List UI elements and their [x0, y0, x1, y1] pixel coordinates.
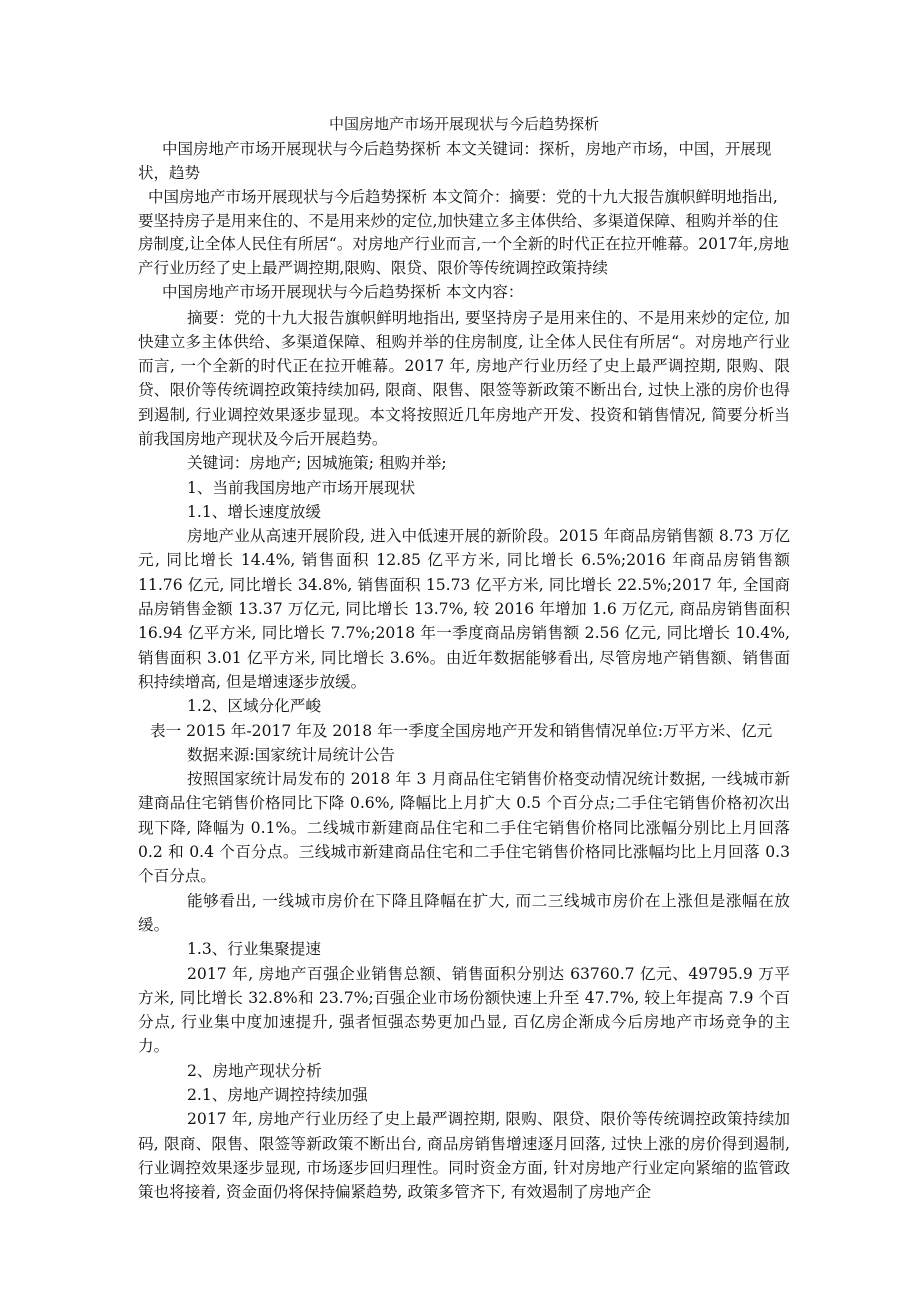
section-1-2-heading: 1.2、区域分化严峻 — [187, 697, 321, 716]
data-source-note: 数据来源:国家统计局统计公告 — [187, 745, 395, 764]
summary-meta: 中国房地产市场开展现状与今后趋势探析 本文简介：摘要：党的十九大报告旗帜鲜明地指出,要坚持房子是用来住的、不是用来炒的定位,加快建立多主体供给、多渠道保障、租购并举的住房制度,让全体人民住有所居“。对房地产行业而言,一个全新的时代正在拉开帷幕。2017年,房地产行业历经了史上最严调控期,限购、限贷、限价等传统调控政策持续 — [138, 188, 790, 277]
section-1-heading: 1、当前我国房地产市场开展现状 — [187, 478, 416, 497]
keywords-line: 关键词：房地产; 因城施策; 租购并举; — [187, 454, 447, 473]
section-2-1-paragraph: 2017 年, 房地产行业历经了史上最严调控期, 限购、限贷、限价等传统调控政策持续加码, 限商、限售、限签等新政策不断出台, 商品房销售增速逐月回落, 过快上涨的房价得到遏制, 行业调控效果逐步显现, 市场逐步回归理性。同时资金方面, 针对房地产行业定向紧缩的监管政策也将接着, 资金面仍将保持偏紧趋势, 政策多管齐下, 有效遏制了房地产企 — [138, 1110, 790, 1202]
abstract-paragraph: 摘要：党的十九大报告旗帜鲜明地指出, 要坚持房子是用来住的、不是用来炒的定位, 加快建立多主体供给、多渠道保障、租购并举的住房制度, 让全体人民住有所居“。对房地产行业而言, 一个全新的时代正在拉开帷幕。2017 年, 房地产行业历经了史上最严调控期, 限购、限贷、限价等传统调控政策持续加码, 限商、限售、限签等新政策不断出台, 过快上涨的房价也得到遏制, 行业调控效果逐步显现。本文将按照近几年房地产开发、投资和销售情况, 简要分析当前我国房地产现状及今后开展趋势。 — [138, 308, 790, 448]
section-2-heading: 2、房地产现状分析 — [187, 1061, 322, 1080]
keywords-meta: 中国房地产市场开展现状与今后趋势探析 本文关键词：探析，房地产市场，中国，开展现状，趋势 — [138, 140, 772, 182]
section-1-2-paragraph-a: 按照国家统计局发布的 2018 年 3 月商品住宅销售价格变动情况统计数据, 一线城市新建商品住宅销售价格同比下降 0.6%, 降幅比上月扩大 0.5 个百分点;二手住宅销售价格初次出现下降, 降幅为 0.1%。二线城市新建商品住宅和二手住宅销售价格同比涨幅分别比上月回落 0.2 和 0.4 个百分点。三线城市新建商品住宅和二手住宅销售价格同比涨幅均比上月回落 0.3 个百分点。 — [138, 770, 790, 886]
document-title: 中国房地产市场开展现状与今后趋势探析 — [328, 115, 599, 133]
section-1-2-paragraph-b: 能够看出, 一线城市房价在下降且降幅在扩大, 而二三线城市房价在上涨但是涨幅在放缓。 — [138, 891, 790, 934]
section-1-1-heading: 1.1、增长速度放缓 — [187, 502, 321, 521]
content-label: 中国房地产市场开展现状与今后趋势探析 本文内容： — [162, 283, 524, 301]
section-1-3-heading: 1.3、行业集聚提速 — [187, 940, 321, 959]
table-caption: 表一 2015 年-2017 年及 2018 年一季度全国房地产开发和销售情况单位:万平方米、亿元 — [150, 721, 773, 740]
section-1-3-paragraph: 2017 年, 房地产百强企业销售总额、销售面积分别达 63760.7 亿元、49795.9 万平方米, 同比增长 32.8%和 23.7%;百强企业市场份额快速上升至 47.7%, 较上年提高 7.9 个百分点, 行业集中度加速提升, 强者恒强态势更加凸显, 百亿房企渐成今后房地产市场竞争的主力。 — [138, 964, 790, 1056]
section-2-1-heading: 2.1、房地产调控持续加强 — [187, 1086, 368, 1104]
document-body — [138, 112, 790, 1204]
section-1-1-paragraph: 房地产业从高速开展阶段, 进入中低速开展的新阶段。2015 年商品房销售额 8.73 万亿元, 同比增长 14.4%, 销售面积 12.85 亿平方米, 同比增长 6.5%;2016 年商品房销售额 11.76 亿元, 同比增长 34.8%, 销售面积 15.73 亿平方米, 同比增长 22.5%;2017 年, 全国商品房销售金额 13.37 万亿元, 同比增长 13.7%, 较 2016 年增加 1.6 万亿元, 商品房销售面积 16.94 亿平方米, 同比增长 7.7%;2018 年一季度商品房销售额 2.56 亿元, 同比增长 10.4%, 销售面积 3.01 亿平方米, 同比增长 3.6%。由近年数据能够看出, 尽管房地产销售额、销售面积持续增高, 但是增速逐步放缓。 — [138, 527, 790, 691]
